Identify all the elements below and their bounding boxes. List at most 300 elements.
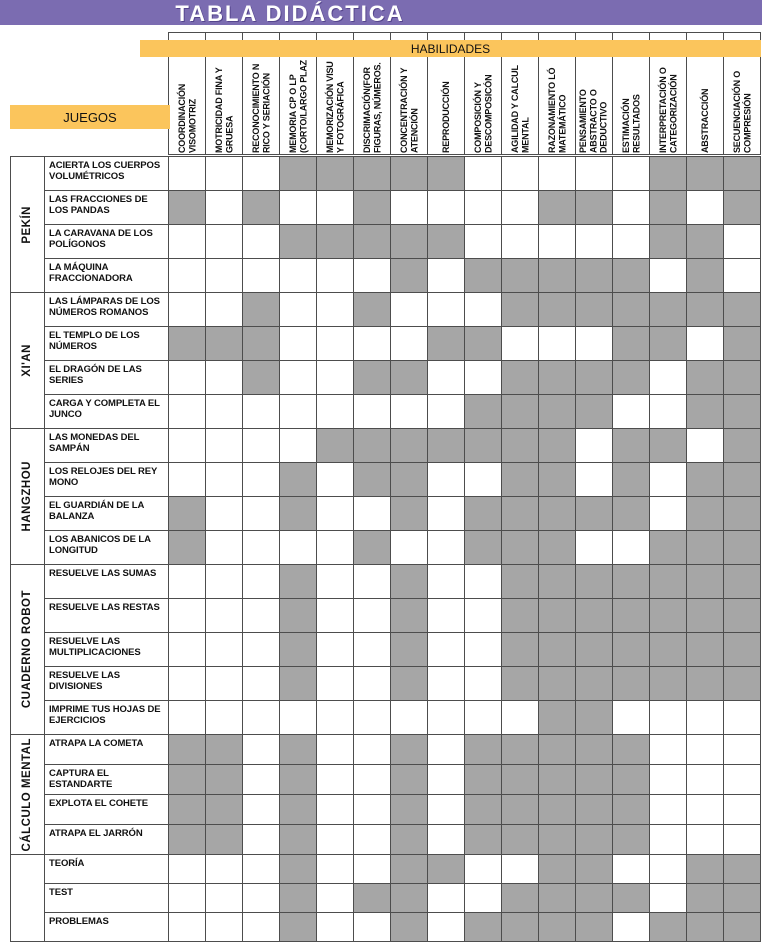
game-label: LOS RELOJES DEL REY MONO [45, 463, 168, 496]
matrix-cell [243, 913, 279, 941]
matrix-cell [613, 191, 649, 224]
matrix-cell [724, 913, 760, 941]
matrix-cell [724, 225, 760, 258]
matrix-cell [243, 157, 279, 190]
matrix-cell [428, 191, 464, 224]
matrix-cell [613, 157, 649, 190]
matrix-cell [317, 667, 353, 700]
matrix-cell [169, 913, 205, 941]
matrix-cell [206, 463, 242, 496]
matrix-cell [502, 667, 538, 700]
matrix-cell [169, 765, 205, 794]
matrix-cell [724, 599, 760, 632]
matrix-cell [354, 825, 390, 854]
matrix-cell [539, 463, 575, 496]
matrix-cell [502, 395, 538, 428]
matrix-cell [650, 293, 686, 326]
matrix-cell [243, 795, 279, 824]
matrix-cell [687, 825, 723, 854]
matrix-cell [391, 913, 427, 941]
matrix-cell [613, 633, 649, 666]
skill-column-header-label: REPRODUCCIÓN [440, 81, 451, 153]
matrix-cell [613, 735, 649, 764]
matrix-cell [354, 191, 390, 224]
matrix-cell [169, 599, 205, 632]
matrix-cell [613, 884, 649, 912]
matrix-cell [280, 765, 316, 794]
matrix-cell [502, 293, 538, 326]
matrix-cell [317, 531, 353, 564]
matrix-cell [465, 633, 501, 666]
matrix-cell [724, 429, 760, 462]
matrix-cell [465, 599, 501, 632]
game-label: RESUELVE LAS SUMAS [45, 565, 168, 598]
game-label: TEORÍA [45, 855, 168, 883]
matrix-cell [354, 293, 390, 326]
matrix-cell [650, 884, 686, 912]
matrix-cell [650, 191, 686, 224]
matrix-cell [243, 429, 279, 462]
group-label-text: PEKÍN [21, 205, 34, 244]
skill-column-header-label: ABSTRACCIÓN [699, 88, 710, 153]
matrix-cell [280, 667, 316, 700]
matrix-cell [428, 327, 464, 360]
group-block [11, 429, 760, 564]
matrix-cell [465, 565, 501, 598]
matrix-cell [687, 599, 723, 632]
matrix-cell [428, 293, 464, 326]
matrix-cell [391, 293, 427, 326]
matrix-cell [428, 497, 464, 530]
matrix-cell [576, 913, 612, 941]
matrix-cell [280, 633, 316, 666]
matrix-cell [650, 463, 686, 496]
matrix-cell [280, 565, 316, 598]
group-label [11, 293, 44, 428]
matrix-cell [169, 429, 205, 462]
matrix-cell [539, 293, 575, 326]
matrix-cell [169, 633, 205, 666]
matrix-cell [465, 765, 501, 794]
matrix-cell [206, 497, 242, 530]
matrix-cell [206, 599, 242, 632]
matrix-cell [243, 395, 279, 428]
matrix-cell [169, 395, 205, 428]
matrix-cell [613, 913, 649, 941]
matrix-cell [206, 795, 242, 824]
matrix-cell [206, 565, 242, 598]
matrix-cell [317, 429, 353, 462]
matrix-cell [206, 633, 242, 666]
matrix-cell [206, 735, 242, 764]
matrix-cell [539, 259, 575, 292]
matrix-cell [613, 701, 649, 734]
matrix-cell [354, 735, 390, 764]
matrix-cell [502, 361, 538, 394]
matrix-cell [391, 633, 427, 666]
matrix-cell [243, 633, 279, 666]
matrix-cell [391, 701, 427, 734]
matrix-cell [317, 497, 353, 530]
matrix-cell [613, 429, 649, 462]
matrix-cell [317, 825, 353, 854]
matrix-cell [613, 361, 649, 394]
matrix-cell [539, 667, 575, 700]
matrix-cell [428, 157, 464, 190]
matrix-cell [613, 795, 649, 824]
matrix-cell [724, 765, 760, 794]
matrix-cell [428, 565, 464, 598]
matrix-cell [354, 531, 390, 564]
matrix-cell [354, 225, 390, 258]
group-label-text: CÁLCULO MENTAL [21, 737, 34, 852]
matrix-cell [354, 913, 390, 941]
matrix-cell [317, 259, 353, 292]
matrix-cell [354, 463, 390, 496]
group-label-text: HANGZHOU [21, 461, 34, 532]
matrix-cell [687, 913, 723, 941]
matrix-cell [502, 599, 538, 632]
matrix-cell [724, 531, 760, 564]
skill-column-header-label: ESTIMACIÓN RESULTADOS [620, 94, 641, 153]
matrix-cell [354, 701, 390, 734]
matrix-cell [576, 735, 612, 764]
matrix-cell [354, 259, 390, 292]
matrix-cell [502, 884, 538, 912]
matrix-cell [465, 429, 501, 462]
game-label: LA CARAVANA DE LOS POLÍGONOS [45, 225, 168, 258]
matrix-cell [280, 913, 316, 941]
matrix-cell [724, 361, 760, 394]
game-label: EL DRAGÓN DE LAS SERIES [45, 361, 168, 394]
matrix-cell [465, 395, 501, 428]
matrix-cell [576, 825, 612, 854]
matrix-cell [613, 825, 649, 854]
matrix-cell [576, 795, 612, 824]
matrix-cell [206, 531, 242, 564]
matrix-cell [724, 565, 760, 598]
matrix-cell [613, 327, 649, 360]
matrix-cell [206, 395, 242, 428]
matrix-cell [502, 701, 538, 734]
group-label [11, 855, 44, 941]
matrix-cell [280, 599, 316, 632]
matrix-cell [243, 293, 279, 326]
matrix-cell [539, 765, 575, 794]
matrix-cell [317, 599, 353, 632]
matrix-cell [206, 191, 242, 224]
group-label [11, 565, 44, 734]
matrix-cell [169, 701, 205, 734]
matrix-cell [576, 855, 612, 883]
matrix-cell [502, 913, 538, 941]
matrix-cell [539, 913, 575, 941]
matrix-cell [724, 463, 760, 496]
matrix-cell [539, 191, 575, 224]
game-label: RESUELVE LAS RESTAS [45, 599, 168, 632]
game-label: LA MÁQUINA FRACCIONADORA [45, 259, 168, 292]
matrix-cell [317, 225, 353, 258]
game-label: CAPTURA EL ESTANDARTE [45, 765, 168, 794]
group-label-text: CUADERNO ROBOT [21, 590, 34, 709]
matrix-cell [613, 293, 649, 326]
matrix-cell [428, 361, 464, 394]
skill-column-header-label: RECONOCIMIENTO N RICO Y SERIACIÓN [250, 63, 271, 153]
matrix-cell [428, 765, 464, 794]
matrix-cell [576, 884, 612, 912]
matrix-cell [687, 395, 723, 428]
matrix-cell [465, 735, 501, 764]
matrix-cell [613, 463, 649, 496]
matrix-cell [243, 599, 279, 632]
matrix-cell [724, 795, 760, 824]
matrix-cell [391, 884, 427, 912]
matrix-cell [243, 361, 279, 394]
matrix-cell [502, 463, 538, 496]
game-label: EXPLOTA EL COHETE [45, 795, 168, 824]
matrix-cell [169, 884, 205, 912]
matrix-cell [243, 667, 279, 700]
matrix-cell [687, 855, 723, 883]
matrix-cell [687, 531, 723, 564]
game-label: ATRAPA LA COMETA [45, 735, 168, 764]
skill-column-header-label: INTERPRETACIÓN O CATEGORIZACIÓN [657, 67, 678, 153]
matrix-cell [243, 463, 279, 496]
matrix-cell [650, 825, 686, 854]
game-label: ACIERTA LOS CUERPOS VOLUMÉTRICOS [45, 157, 168, 190]
matrix-cell [354, 667, 390, 700]
matrix-cell [243, 701, 279, 734]
matrix-cell [243, 531, 279, 564]
matrix-cell [280, 825, 316, 854]
matrix-cell [687, 157, 723, 190]
matrix-cell [169, 157, 205, 190]
matrix-cell [280, 497, 316, 530]
matrix-cell [169, 225, 205, 258]
matrix-cell [280, 361, 316, 394]
matrix-cell [613, 395, 649, 428]
matrix-cell [539, 157, 575, 190]
matrix-cell [502, 327, 538, 360]
matrix-cell [354, 395, 390, 428]
matrix-cell [391, 531, 427, 564]
matrix-cell [576, 497, 612, 530]
skill-column-header-label: MEMORIA CP O LP (CORTO/LARGO PLAZ [287, 60, 308, 153]
matrix-cell [502, 531, 538, 564]
game-label: LOS ABANICOS DE LA LONGITUD [45, 531, 168, 564]
matrix-cell [243, 225, 279, 258]
matrix-cell [243, 884, 279, 912]
matrix-cell [576, 531, 612, 564]
game-label: ATRAPA EL JARRÓN [45, 825, 168, 854]
matrix-cell [650, 599, 686, 632]
matrix-cell [650, 225, 686, 258]
matrix-cell [687, 565, 723, 598]
matrix-cell [576, 599, 612, 632]
matrix-cell [465, 463, 501, 496]
matrix-cell [465, 327, 501, 360]
matrix-cell [354, 429, 390, 462]
skill-column-header-label: SECUENCIACIÓN O COMPRESIÓN [731, 70, 752, 153]
matrix-cell [650, 913, 686, 941]
matrix-cell [428, 795, 464, 824]
matrix-cell [539, 531, 575, 564]
matrix-cell [317, 735, 353, 764]
matrix-cell [724, 825, 760, 854]
game-label: TEST [45, 884, 168, 912]
page-title: TABLA DIDÁCTICA [175, 1, 405, 26]
matrix-cell [687, 293, 723, 326]
game-label: LAS MONEDAS DEL SAMPÁN [45, 429, 168, 462]
matrix-cell [354, 157, 390, 190]
matrix-cell [317, 795, 353, 824]
matrix-cell [354, 765, 390, 794]
matrix-cell [243, 765, 279, 794]
game-label: IMPRIME TUS HOJAS DE EJERCICIOS [45, 701, 168, 734]
title-banner [0, 0, 762, 25]
matrix-cell [539, 735, 575, 764]
matrix-cell [391, 157, 427, 190]
matrix-cell [650, 395, 686, 428]
matrix-cell [169, 293, 205, 326]
group-block [11, 293, 760, 428]
matrix-cell [576, 565, 612, 598]
matrix-cell [576, 225, 612, 258]
matrix-cell [206, 327, 242, 360]
skill-column-header-label: PENSAMIENTO ABSTRACTO O DEDUCTIVO [578, 89, 610, 153]
matrix-cell [687, 667, 723, 700]
matrix-cell [687, 361, 723, 394]
matrix-cell [354, 795, 390, 824]
matrix-cell [280, 531, 316, 564]
matrix-body [10, 156, 761, 942]
matrix-cell [317, 633, 353, 666]
matrix-cell [724, 293, 760, 326]
matrix-cell [354, 565, 390, 598]
group-label-text: XI'AN [21, 344, 34, 377]
matrix-cell [206, 157, 242, 190]
skill-column-header-label: MEMORIZACIÓN VISU Y FOTOGRÁFICA [324, 61, 345, 153]
matrix-cell [576, 633, 612, 666]
matrix-cell [428, 855, 464, 883]
matrix-cell [576, 765, 612, 794]
matrix-cell [687, 701, 723, 734]
skill-column-header-label: DISCRIMACIÓN(FOR FIGURAS, NÚMEROS. [361, 62, 382, 153]
matrix-cell [317, 565, 353, 598]
matrix-cell [391, 463, 427, 496]
matrix-cell [243, 565, 279, 598]
matrix-cell [206, 701, 242, 734]
matrix-cell [169, 361, 205, 394]
matrix-cell [613, 225, 649, 258]
matrix-cell [169, 565, 205, 598]
matrix-cell [206, 293, 242, 326]
matrix-cell [465, 293, 501, 326]
matrix-cell [391, 497, 427, 530]
matrix-cell [539, 701, 575, 734]
matrix-cell [502, 497, 538, 530]
matrix-cell [539, 361, 575, 394]
matrix-cell [502, 259, 538, 292]
matrix-cell [465, 497, 501, 530]
matrix-cell [428, 225, 464, 258]
matrix-cell [391, 599, 427, 632]
matrix-cell [465, 667, 501, 700]
matrix-cell [539, 795, 575, 824]
matrix-cell [465, 795, 501, 824]
matrix-cell [428, 599, 464, 632]
matrix-cell [465, 825, 501, 854]
matrix-cell [724, 259, 760, 292]
matrix-cell [280, 327, 316, 360]
matrix-cell [502, 225, 538, 258]
group-block [11, 735, 760, 854]
matrix-cell [576, 395, 612, 428]
game-label: LAS FRACCIONES DE LOS PANDAS [45, 191, 168, 224]
matrix-cell [354, 599, 390, 632]
matrix-cell [539, 327, 575, 360]
matrix-cell [465, 701, 501, 734]
game-label: CARGA Y COMPLETA EL JUNCO [45, 395, 168, 428]
matrix-cell [169, 327, 205, 360]
matrix-cell [724, 855, 760, 883]
matrix-cell [169, 259, 205, 292]
matrix-cell [169, 735, 205, 764]
matrix-cell [317, 884, 353, 912]
matrix-cell [465, 855, 501, 883]
matrix-cell [613, 855, 649, 883]
matrix-cell [576, 293, 612, 326]
matrix-cell [650, 735, 686, 764]
matrix-cell [169, 855, 205, 883]
matrix-cell [354, 884, 390, 912]
games-band [10, 105, 170, 129]
matrix-cell [576, 429, 612, 462]
game-label: PROBLEMAS [45, 913, 168, 941]
matrix-cell [428, 429, 464, 462]
matrix-cell [280, 191, 316, 224]
matrix-cell [243, 855, 279, 883]
matrix-cell [243, 191, 279, 224]
matrix-cell [650, 531, 686, 564]
matrix-cell [391, 735, 427, 764]
matrix-cell [576, 667, 612, 700]
matrix-cell [428, 913, 464, 941]
skill-column-header-label: CONCENTRACIÓN Y ATENCIÓN [398, 67, 419, 153]
matrix-cell [576, 157, 612, 190]
matrix-cell [650, 429, 686, 462]
game-label: EL GUARDIÁN DE LA BALANZA [45, 497, 168, 530]
group-label [11, 157, 44, 292]
skills-band [140, 40, 761, 57]
matrix-cell [502, 855, 538, 883]
matrix-cell [280, 463, 316, 496]
matrix-cell [687, 497, 723, 530]
matrix-cell [280, 735, 316, 764]
matrix-cell [280, 795, 316, 824]
matrix-cell [428, 463, 464, 496]
game-label: RESUELVE LAS DIVISIONES [45, 667, 168, 700]
matrix-cell [465, 259, 501, 292]
matrix-cell [687, 884, 723, 912]
matrix-cell [687, 259, 723, 292]
skill-column-header-label: COORDINACIÓN VISOMOTRIZ [176, 83, 197, 153]
matrix-cell [317, 395, 353, 428]
matrix-cell [613, 599, 649, 632]
matrix-cell [465, 191, 501, 224]
matrix-cell [465, 884, 501, 912]
matrix-cell [280, 293, 316, 326]
